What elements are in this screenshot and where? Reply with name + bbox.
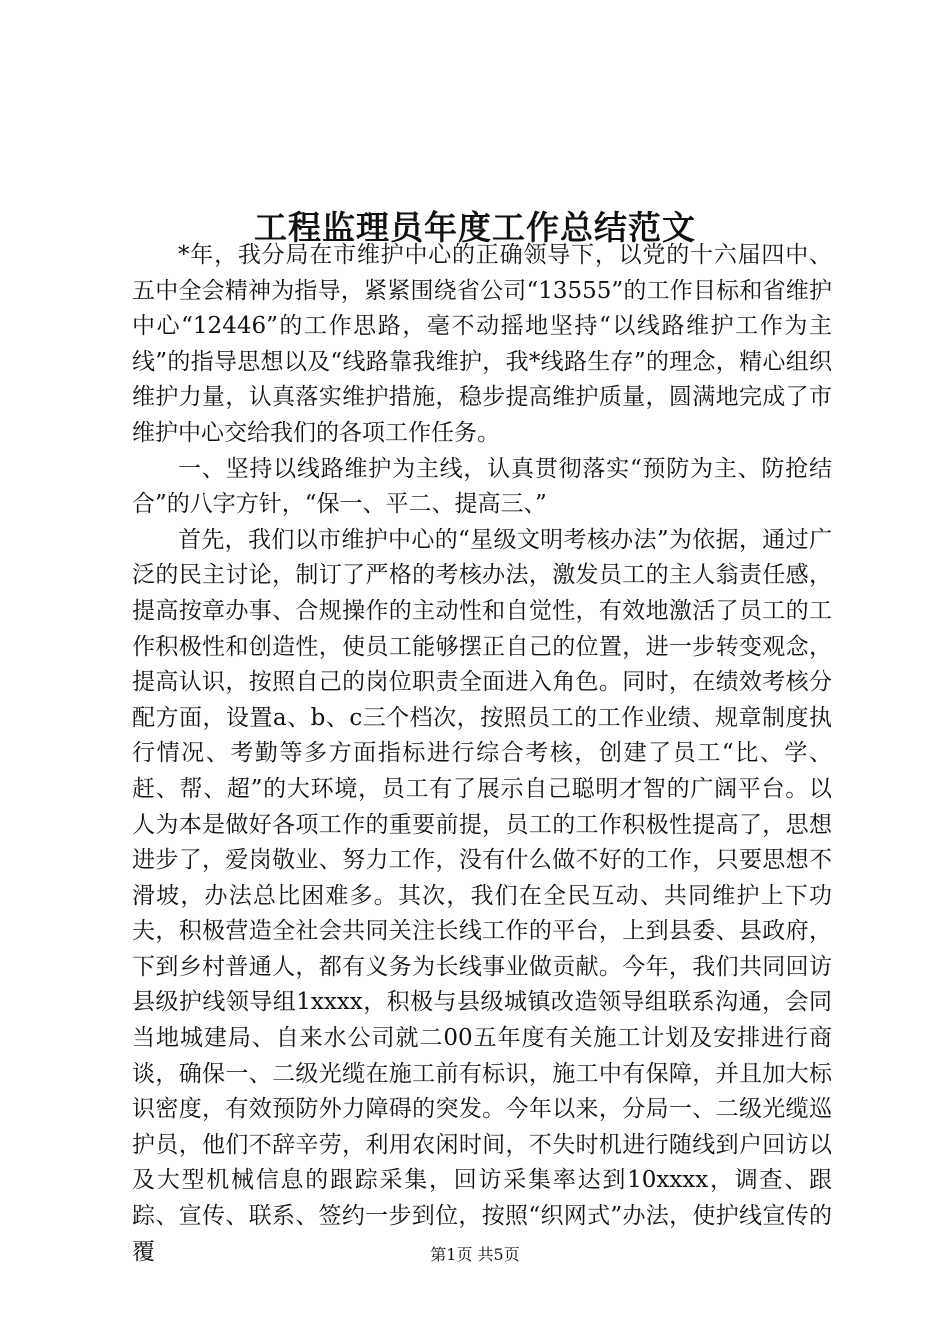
document-body	[132, 238, 832, 1270]
paragraph-section-one-heading: 一、坚持以线路维护为主线，认真贯彻落实“预防为主、防抢结合”的八字方针，“保一、平二、提高三、”	[132, 455, 832, 518]
page-footer: 第1页 共5页	[430, 1245, 520, 1264]
paragraph-intro: *年，我分局在市维护中心的正确领导下，以党的十六届四中、五中全会精神为指导，紧紧围绕省公司“13555”的工作目标和省维护中心“12446”的工作思路，毫不动摇地坚持“以线路维护工作为主线”的指导思想以及“线路靠我维护，我*线路生存”的理念，精心组织维护力量，认真落实维护措施，稳步提高维护质量，圆满地完成了市维护中心交给我们的各项工作任务。	[132, 242, 832, 446]
paragraph-section-one-body: 首先，我们以市维护中心的“星级文明考核办法”为依据，通过广泛的民主讨论，制订了严格的考核办法，激发员工的主人翁责任感，提高按章办事、合规操作的主动性和自觉性，有效地激活了员工的工作积极性和创造性，使员工能够摆正自己的位置，进一步转变观念，提高认识，按照自己的岗位职责全面进入角色。同时，在绩效考核分配方面，设置a、b、c三个档次，按照员工的工作业绩、规章制度执行情况、考勤等多方面指标进行综合考核，创建了员工“比、学、赶、帮、超”的大环境，员工有了展示自己聪明才智的广阔平台。以人为本是做好各项工作的重要前提，员工的工作积极性提高了，思想进步了，爱岗敬业、努力工作，没有什么做不好的工作，只要思想不滑坡，办法总比困难多。其次，我们在全民互动、共同维护上下功夫，积极营造全社会共同关注长线工作的平台，上到县委、县政府，下到乡村普通人，都有义务为长线事业做贡献。今年，我们共同回访县级护线领导组1xxxx，积极与县级城镇改造领导组联系沟通，会同当地城建局、自来水公司就二00五年度有关施工计划及安排进行商谈，确保一、二级光缆在施工前有标识，施工中有保障，并且加大标识密度，有效预防外力障碍的突发。今年以来，分局一、二级光缆巡护员，他们不辞辛劳，利用农闲时间，不失时机进行随线到户回访以及大型机械信息的跟踪采集，回访采集率达到10xxxx，调查、跟踪、宣传、联系、签约一步到位，按照“织网式”办法，使护线宣传的覆	[132, 526, 832, 1265]
document-title: 工程监理员年度工作总结范文	[254, 208, 696, 248]
